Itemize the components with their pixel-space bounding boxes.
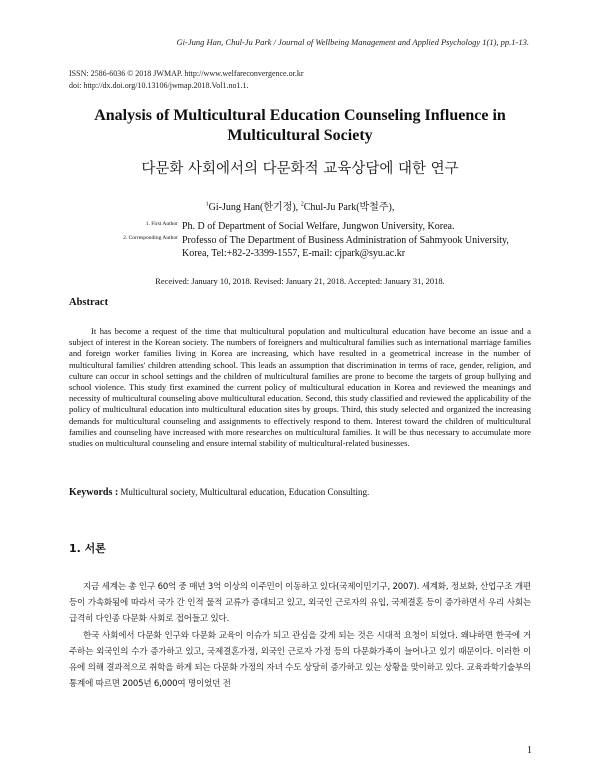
affiliation-second-label: 2. Corresponding Author [123, 234, 178, 241]
author1-name: Gi-Jung Han(한기정), [208, 202, 301, 213]
paper-title [60, 106, 540, 146]
abstract-heading: Abstract [69, 297, 109, 308]
abstract-body: It has become a request of the time that multicultural population and multicultural education have become an issue and a subject of interest in the Korean society. The numbers of foreigners and multicultural families such as international marriage families and foreign worker families living in Korea are increasing, which have resulted in a geometrical increase in the number of multicultural families' children attending school. This leads an assumption that discrimination in terms of race, gender, religion, and culture can occur in school settings and the children of multicultural families are prone to become the targets of group bullying and school violence. This study first examined the current policy of multicultural education in Korea and reviewed the meanings and necessity of multicultural counseling above multicultural education. Second, this study classified and reviewed the applicability of the policy of multicultural education into multicultural education sites by groups. Third, this study selected and organized the increasing demands for multicultural counseling and assignments to effectively respond to them. Interest toward the children of multicultural families and counseling have increased with more researches on multicultural families. It will be thus necessary to accumulate more studies on multicultural counseling and ensure internal stability of multicultural-related businesses. [69, 326, 531, 449]
affiliation-first-text: Ph. D of Department of Social Welfare, Jungwon University, Korea. [182, 221, 455, 232]
title-line-2: Multicultural Society [227, 127, 373, 144]
affiliations [82, 220, 552, 261]
page-number: 1 [527, 745, 532, 756]
body-paragraph-2: 한국 사회에서 다문화 인구와 다문화 교육이 이슈가 되고 관심을 갖게 되는 것은 시대적 요청이 되었다. 왜냐하면 한국에 거주하는 외국인의 수가 증가하고 있고, 국제결혼가정, 외국인 근로자 가정 등의 다문화가족이 늘어나고 있기 때문이다. 이러한 이유에 의해 결과적으로 취학을 하게 되는 다문화 가정의 자녀 수도 상당히 증가하고 있는 상황을 맞이하고 있다. 교육과학기술부의 통계에 따르면 2005년 6,000여 명이었던 전 [69, 631, 531, 689]
title-line-1: Analysis of Multicultural Education Counseling Influence in [94, 107, 506, 124]
author1-marker: 1 [205, 201, 209, 208]
affiliation-second-contact: Korea, Tel:+82-2-3399-1557, E-mail: cjpark@syu.ac.kr [182, 248, 406, 259]
keywords-label: Keywords : [69, 487, 119, 498]
running-header: Gi-Jung Han, Chul-Ju Park / Journal of Wellbeing Management and Applied Psychology 1(1), pp.1-13. [176, 37, 529, 47]
section-heading: 1. 서론 [69, 542, 106, 555]
publication-meta [69, 68, 304, 92]
affiliation-second [82, 234, 552, 248]
keywords [69, 487, 539, 498]
keywords-text: Multicultural society, Multicultural education, Education Consulting. [118, 487, 370, 497]
affiliation-first [82, 220, 552, 234]
article-dates: Received: January 10, 2018. Revised: January 21, 2018. Accepted: January 31, 2018. [155, 276, 445, 286]
issn-line: ISSN: 2586-6036 © 2018 JWMAP. http://www.welfareconvergence.or.kr [69, 69, 304, 78]
affiliation-second-text: Professo of The Department of Business Administration of Sahmyook University, [182, 234, 509, 246]
author2-marker: 2 [300, 201, 304, 208]
author-line [60, 198, 540, 213]
affiliation-first-label: 1. First Author [145, 221, 178, 227]
body-paragraph-1: 지금 세계는 총 인구 60억 중 매년 3억 이상의 이주민이 이동하고 있다(국제이민기구, 2007). 세계화, 정보화, 산업구조 개편 등이 가속화됨에 따라서 국가 간 인적 물적 교류가 증대되고 있고, 외국인 근로자의 유입, 국제결혼 등이 증가하면서 우리 사회는 급격히 다인종 다문화 사회로 접어들고 있다. [69, 582, 531, 624]
author2-name: Chul-Ju Park(박철주), [303, 202, 395, 213]
doi-line: doi: http://dx.doi.org/10.13106/jwmap.2018.Vol1.no1.1. [69, 81, 249, 90]
korean-title: 다문화 사회에서의 다문화적 교육상담에 대한 연구 [141, 161, 459, 177]
